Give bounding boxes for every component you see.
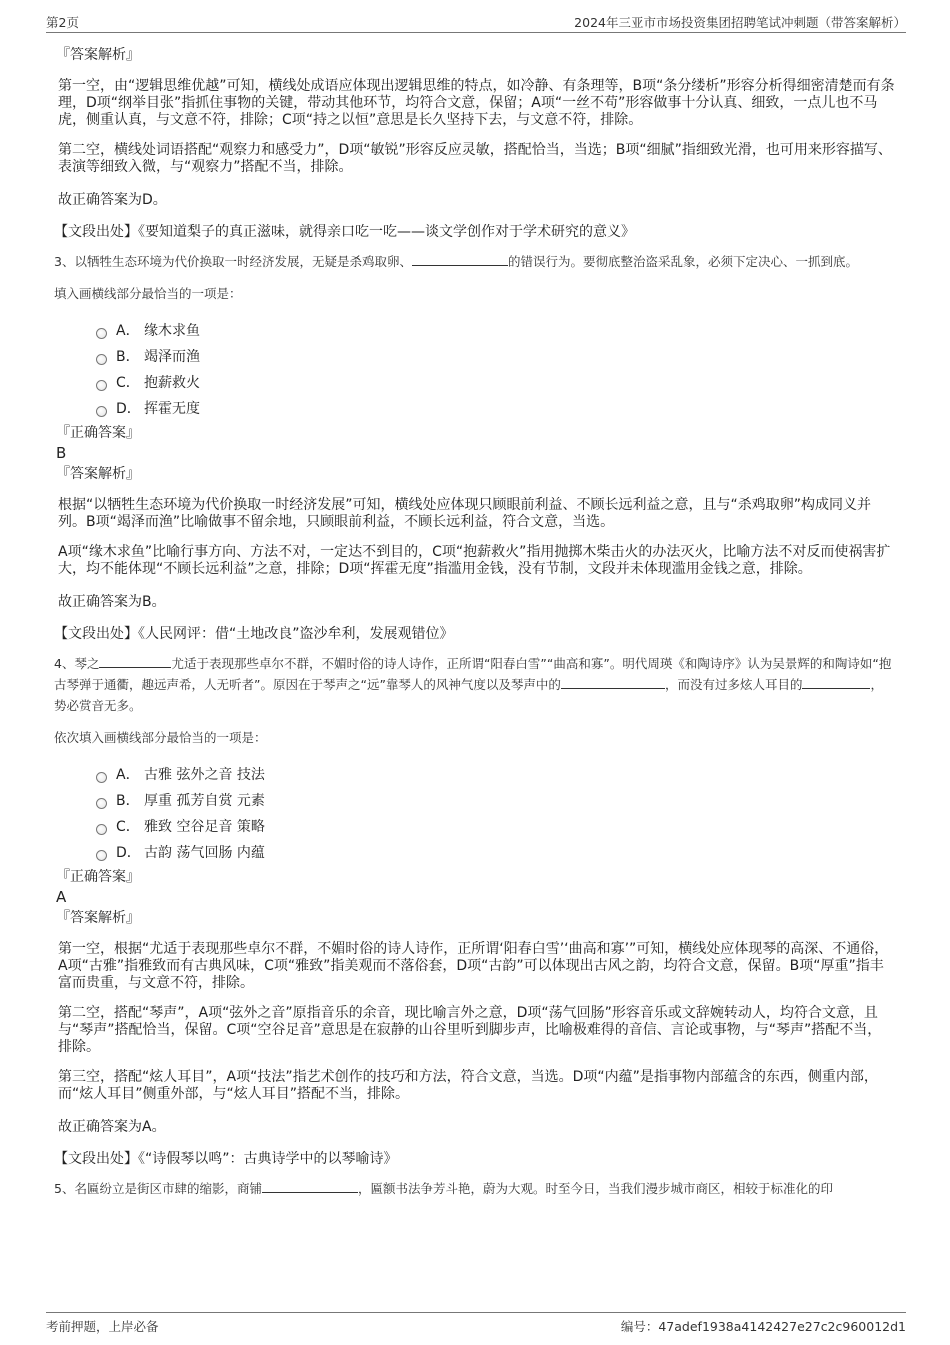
option-b[interactable]: B． 厚重 孤芳自赏 元素 [96,788,895,814]
question-stem: 5、名匾纷立是街区市肆的缩影，商铺 ，匾额书法争芳斗艳，蔚为大观。时至今日，当我们漫步城市商区，相较于标准化的印 [54,1181,833,1196]
radio-icon[interactable] [96,380,107,391]
analysis-paragraph: 第二空，横线处词语搭配“观察力和感受力”，D项“敏锐”形容反应灵敏，搭配恰当，当选；B项“细腻”指细致光滑，也可用来形容描写、表演等细致入微，与“观察力”搭配不当，排除。 [58,142,892,175]
correct-answer: B [56,444,67,462]
radio-icon[interactable] [96,824,107,835]
radio-icon[interactable] [96,798,107,809]
answer-conclusion: 故正确答案为A。 [58,1119,166,1135]
document-code: 编号：47adef1938a4142427e27c2c960012d1 [620,1319,906,1334]
question-stem: 4、琴之 尤适于表现那些卓尔不群，不媚时俗的诗人诗作，正所谓“阳春白雪”“曲高和寡”。明代周瑛《和陶诗序》认为吴景辉的和陶诗如“抱古琴弹于通衢，趣远声希，人无听者”。原因在于琴声之“远”靠琴人的风神气度以及琴声中的 ，而没有过多炫人耳目的 ，势必赏音无多。 [54,656,892,713]
option-a[interactable]: A． 缘木求鱼 [96,318,895,344]
analysis-paragraph: 第一空，由“逻辑思维优越”可知，横线处成语应体现出逻辑思维的特点，如冷静、有条理等，B项“条分缕析”形容分析得细密清楚而有条理，D项“纲举目张”指抓住事物的关键，带动其他环节，均符合文意，保留；A项“一丝不苟”形容做事十分认真、细致，一点儿也不马虎，侧重认真，与文意不符，排除；C项“持之以恒”意思是长久坚持下去，与文意不符，排除。 [58,78,895,128]
correct-answer: A [56,888,67,906]
analysis-paragraph: 第三空，搭配“炫人耳目”，A项“技法”指艺术创作的技巧和方法，符合文意，当选。D项“内蕴”是指事物内部蕴含的东西，侧重内部，而“炫人耳目”侧重外部，与“炫人耳目”搭配不当，排除。 [58,1069,878,1102]
option-list [96,762,895,866]
main-content [50,44,895,1199]
source-citation: 【文段出处】《要知道梨子的真正滋味，就得亲口吃一吃——谈文学创作对于学术研究的意义》 [54,224,635,240]
question-stem: 3、以牺牲生态环境为代价换取一时经济发展，无疑是杀鸡取卵、 的错误行为。要彻底整治盗采乱象，必须下定决心、一抓到底。 [54,254,858,269]
radio-icon[interactable] [96,772,107,783]
footer-slogan: 考前押题，上岸必备 [46,1319,159,1334]
answer-blank [561,676,665,689]
option-c[interactable]: C． 雅致 空谷足音 策略 [96,814,895,840]
analysis-label: 『答案解析』 [56,466,140,482]
page-number: 第2页 [46,15,79,30]
correct-answer-label: 『正确答案』 [56,869,140,885]
page-header [46,10,906,33]
answer-conclusion: 故正确答案为D。 [58,192,167,208]
analysis-label: 『答案解析』 [56,47,140,63]
option-d[interactable]: D． 古韵 荡气回肠 内蕴 [96,840,895,866]
question-prompt: 填入画横线部分最恰当的一项是： [54,286,242,301]
option-a[interactable]: A． 古雅 弦外之音 技法 [96,762,895,788]
radio-icon[interactable] [96,850,107,861]
answer-conclusion: 故正确答案为B。 [58,594,166,610]
radio-icon[interactable] [96,328,107,339]
answer-blank [802,676,870,689]
document-title: 2024年三亚市市场投资集团招聘笔试冲刺题（带答案解析） [574,15,906,30]
analysis-paragraph: 第二空，搭配“琴声”，A项“弦外之音”原指音乐的余音，现比喻言外之意，D项“荡气回肠”形容音乐或文辞婉转动人，均符合文意，且与“琴声”搭配恰当，保留。C项“空谷足音”意思是在寂静的山谷里听到脚步声，比喻极难得的音信、言论或事物，与“琴声”搭配不当，排除。 [58,1005,882,1055]
analysis-paragraph: A项“缘木求鱼”比喻行事方向、方法不对，一定达不到目的，C项“抱薪救火”指用抛掷木柴击火的办法灭火，比喻方法不对反而使祸害扩大，均不能体现“不顾长远利益”之意，排除；D项“挥霍无度”指滥用金钱，没有节制，文段并未体现滥用金钱之意，排除。 [58,544,891,577]
radio-icon[interactable] [96,354,107,365]
answer-blank [412,253,508,266]
analysis-label: 『答案解析』 [56,910,140,926]
question-prompt: 依次填入画横线部分最恰当的一项是： [54,730,267,745]
page-footer [46,1312,906,1337]
option-list [96,318,895,422]
option-b[interactable]: B． 竭泽而渔 [96,344,895,370]
radio-icon[interactable] [96,406,107,417]
option-c[interactable]: C． 抱薪救火 [96,370,895,396]
source-citation: 【文段出处】《“诗假琴以鸣”：古典诗学中的以琴喻诗》 [54,1151,398,1167]
analysis-paragraph: 根据“以牺牲生态环境为代价换取一时经济发展”可知，横线处应体现只顾眼前利益、不顾长远利益之意，且与“杀鸡取卵”构成同义并列。B项“竭泽而渔”比喻做事不留余地，只顾眼前利益，不顾长远利益，符合文意，当选。 [58,497,872,530]
answer-blank [262,1180,358,1193]
option-d[interactable]: D． 挥霍无度 [96,396,895,422]
analysis-paragraph: 第一空，根据“尤适于表现那些卓尔不群，不媚时俗的诗人诗作，正所谓‘阳春白雪’‘曲高和寡’”可知，横线处应体现琴的高深、不通俗，A项“古雅”指雅致而有古典风味，C项“雅致”指美观而不落俗套，D项“古韵”可以体现出古风之韵，均符合文意，保留。B项“厚重”指丰富而贵重，与文意不符，排除。 [58,941,889,991]
source-citation: 【文段出处】《人民网评：借“土地改良”盗沙牟利，发展观错位》 [54,626,454,642]
correct-answer-label: 『正确答案』 [56,425,140,441]
answer-blank [99,655,171,668]
